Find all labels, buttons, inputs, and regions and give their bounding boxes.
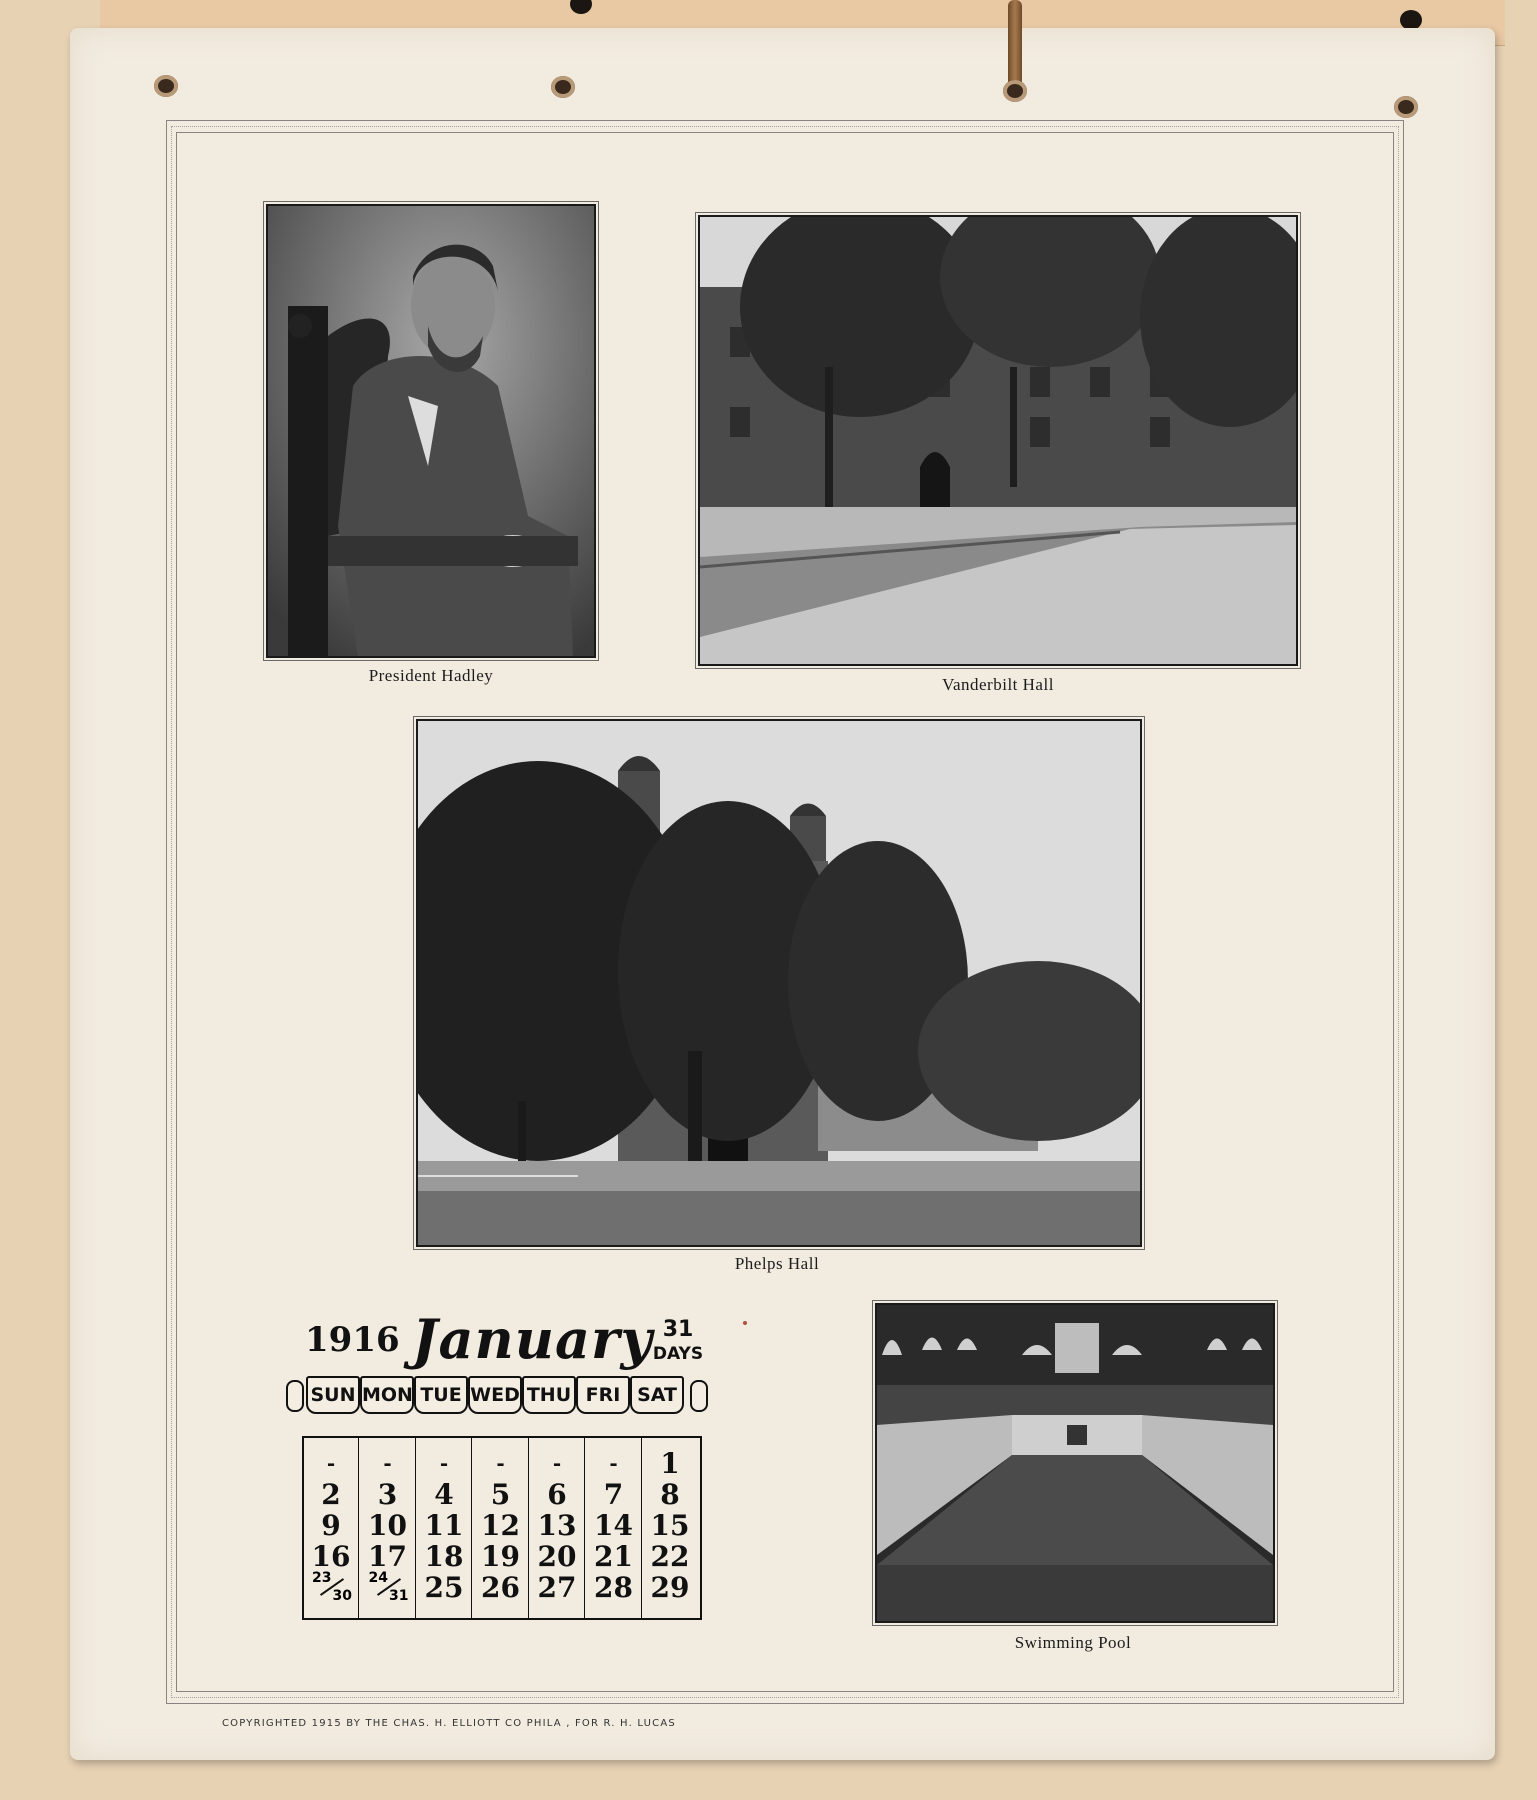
caption-phelps-hall: Phelps Hall — [734, 1254, 820, 1273]
calendar-date-cell: - — [383, 1451, 392, 1475]
calendar-date-cell: 16 — [311, 1540, 351, 1573]
punch-hole — [1003, 80, 1027, 102]
calendar-date-cell: 25 — [424, 1571, 464, 1604]
date-lower: 30 — [332, 1588, 352, 1604]
weekday-mon: MON — [360, 1376, 414, 1414]
calendar-date-cell: 13 — [537, 1509, 577, 1542]
scroll-ornament — [690, 1380, 708, 1412]
photo-president-hadley — [266, 204, 596, 658]
weekday-header-row — [290, 1376, 710, 1412]
calendar-date-cell: 11 — [424, 1509, 464, 1542]
calendar-date-cell: - — [439, 1451, 449, 1475]
portrait-illustration — [268, 206, 594, 656]
weekday-sun: SUN — [306, 1376, 360, 1414]
calendar-column — [474, 1438, 529, 1618]
calendar-date-cell: 1 — [660, 1447, 680, 1480]
punch-hole — [1394, 96, 1418, 118]
calendar-month: January — [412, 1307, 653, 1371]
calendar-days-count — [648, 1318, 708, 1366]
calendar-date-cell: 26 — [481, 1571, 520, 1604]
punch-hole — [154, 75, 178, 97]
calendar-date-cell: 17 — [368, 1540, 407, 1573]
calendar-date-cell: 18 — [424, 1540, 464, 1573]
calendar-date-cell: 19 — [481, 1540, 520, 1573]
calendar-date-cell: - — [326, 1451, 336, 1475]
weekday-sat: SAT — [630, 1376, 684, 1414]
calendar-date-cell: 28 — [594, 1571, 633, 1604]
calendar-date-cell: - — [496, 1451, 505, 1475]
pool-illustration — [877, 1305, 1273, 1621]
caption-vanderbilt-hall: Vanderbilt Hall — [942, 675, 1054, 694]
calendar-date-cell: 9 — [321, 1509, 341, 1542]
calendar-date-cell: 21 — [594, 1540, 633, 1573]
calendar-date-cell — [361, 1572, 415, 1606]
calendar-date-cell: 6 — [547, 1478, 567, 1511]
calendar-column — [417, 1438, 472, 1618]
copyright-line: COPYRIGHTED 1915 BY THE CHAS. H. ELLIOTT CO PHILA , FOR R. H. LUCAS — [222, 1718, 676, 1729]
calendar-date-cell: 22 — [650, 1540, 690, 1573]
phelps-illustration — [418, 721, 1140, 1245]
calendar-year: 1916 — [305, 1320, 400, 1360]
calendar-date-cell: 5 — [490, 1478, 511, 1511]
photo-vanderbilt-hall — [698, 215, 1298, 666]
photo-phelps-hall — [416, 719, 1142, 1247]
vanderbilt-illustration — [700, 217, 1296, 664]
calendar-date-cell: 29 — [650, 1571, 690, 1604]
calendar-date-cell: - — [609, 1451, 618, 1475]
calendar-date-cell: 8 — [660, 1478, 680, 1511]
caption-swimming-pool: Swimming Pool — [1014, 1633, 1132, 1652]
backboard-hole — [570, 0, 592, 14]
date-upper: 23 — [312, 1570, 332, 1586]
calendar-date-cell: 20 — [537, 1540, 577, 1573]
calendar-column — [304, 1438, 359, 1618]
date-lower: 31 — [389, 1588, 409, 1604]
weekday-thu: THU — [522, 1376, 576, 1414]
caption-president-hadley: President Hadley — [368, 666, 494, 685]
days-word: DAYS — [652, 1344, 704, 1364]
calendar-column — [587, 1438, 642, 1618]
calendar-column — [530, 1438, 585, 1618]
scroll-ornament — [286, 1380, 304, 1412]
calendar-date-cell: 12 — [481, 1509, 520, 1542]
calendar-date-cell: - — [552, 1451, 562, 1475]
calendar-date-cell: 7 — [603, 1478, 624, 1511]
days-number: 31 — [662, 1317, 694, 1342]
calendar-date-cell: 27 — [537, 1571, 577, 1604]
punch-hole — [551, 76, 575, 98]
calendar-date-cell: 15 — [650, 1509, 690, 1542]
paper-speck — [743, 1321, 747, 1325]
backboard-hole — [1400, 10, 1422, 30]
calendar-date-cell: 10 — [368, 1509, 407, 1542]
calendar-column — [643, 1438, 697, 1618]
calendar-date-grid — [302, 1436, 702, 1620]
date-upper: 24 — [368, 1570, 388, 1586]
weekday-fri: FRI — [576, 1376, 630, 1414]
calendar-column — [361, 1438, 416, 1618]
calendar-date-cell: 14 — [594, 1509, 633, 1542]
calendar-date-cell — [304, 1572, 358, 1606]
calendar-date-cell: 4 — [434, 1478, 454, 1511]
calendar-date-cell: 3 — [377, 1478, 398, 1511]
calendar-date-cell: 2 — [321, 1478, 341, 1511]
weekday-wed: WED — [468, 1376, 522, 1414]
weekday-tue: TUE — [414, 1376, 468, 1414]
photo-swimming-pool — [875, 1303, 1275, 1623]
